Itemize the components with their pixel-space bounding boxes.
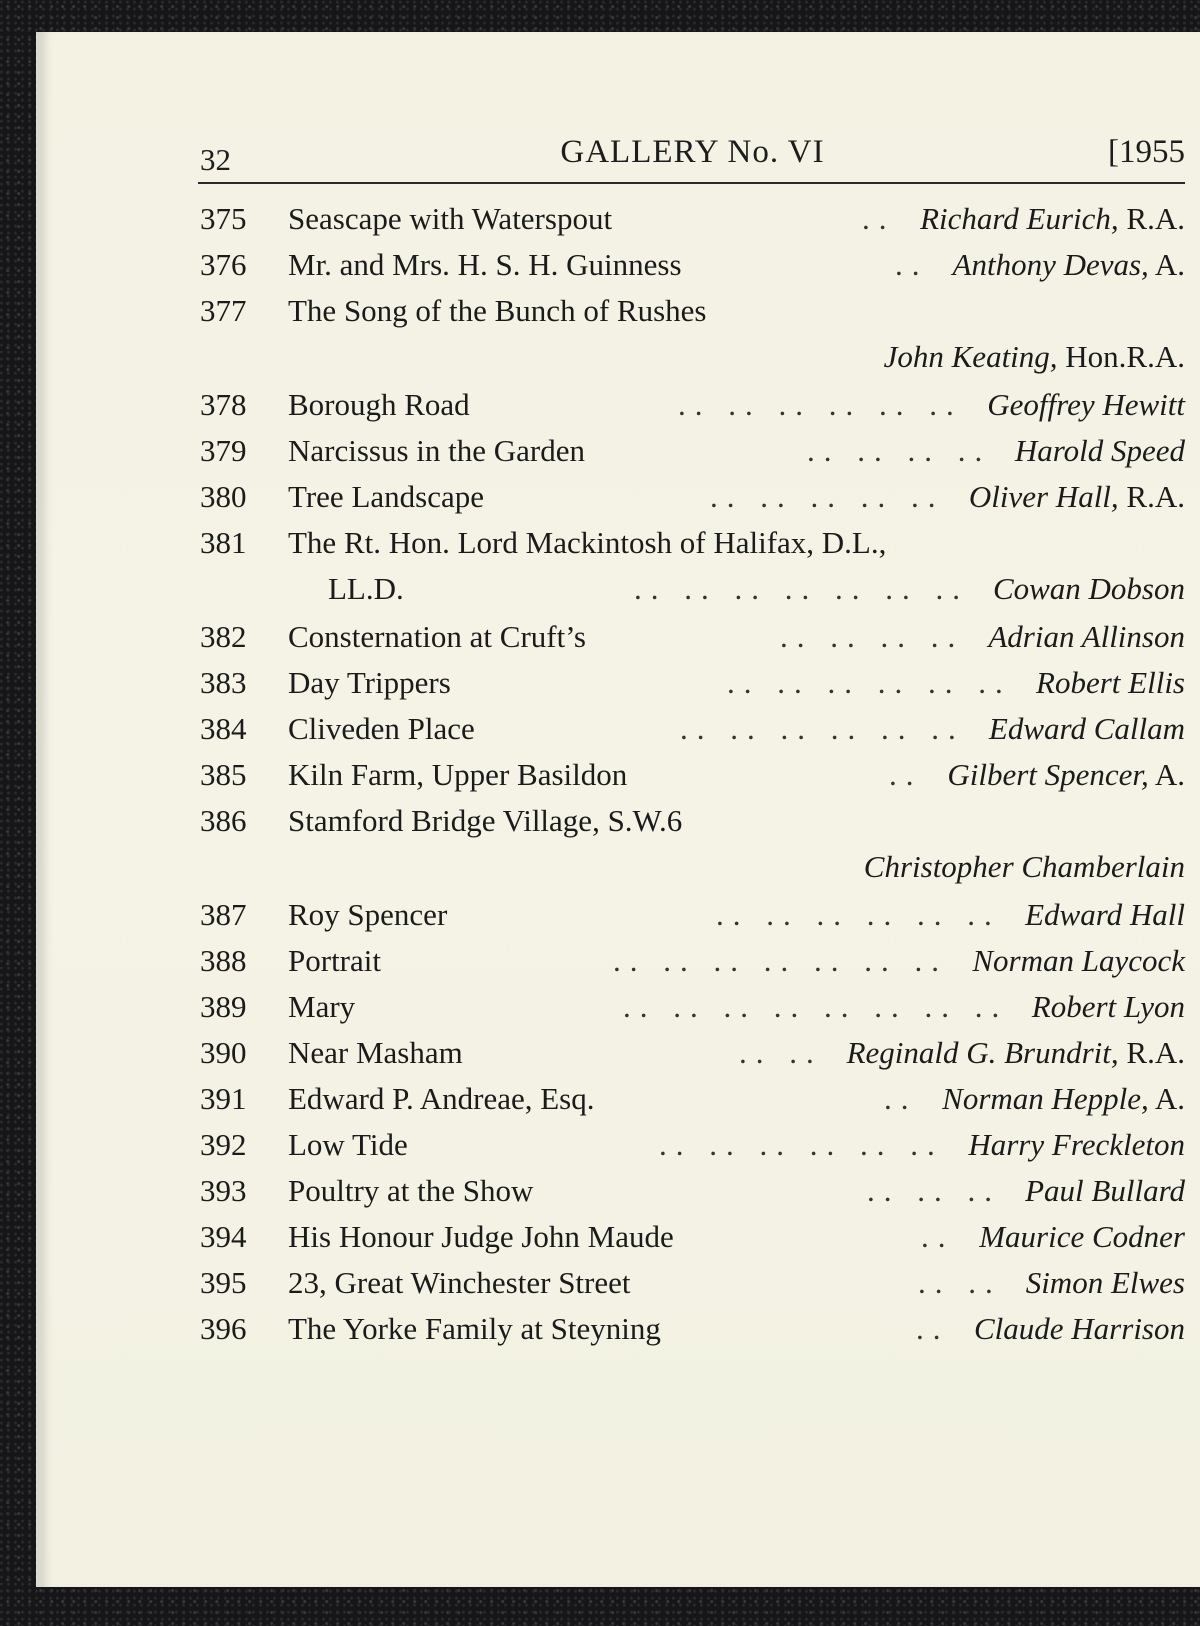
artist-name: Claude Harrison (974, 1311, 1185, 1346)
leader-dots: .. .. .. .. .. .. (678, 387, 963, 422)
entry-number: 393 (200, 1173, 247, 1208)
entry-title: Low Tide (288, 1127, 408, 1162)
leader-dots: .. .. .. .. .. .. (727, 665, 1012, 700)
entry-artist (942, 1076, 1185, 1122)
entry-number: 376 (200, 247, 247, 282)
leader-dots: .. .. .. .. (807, 433, 992, 468)
entry-row (200, 752, 1185, 798)
entry-row (200, 196, 1185, 242)
entry-artist (1025, 1168, 1185, 1214)
entry-artist (953, 242, 1185, 288)
entry-artist (1015, 428, 1185, 474)
entry-title: His Honour Judge John Maude (288, 1219, 674, 1254)
artist-name: Edward Callam (988, 711, 1185, 746)
entry-number: 385 (200, 757, 247, 792)
leader-dots: .. (889, 757, 923, 792)
artist-name: Oliver Hall, (968, 479, 1119, 514)
leader-dots: .. .. .. .. .. .. .. .. (623, 989, 1009, 1024)
entry-artist (969, 474, 1185, 520)
entry-number: 392 (200, 1127, 247, 1162)
entry-number: 383 (200, 665, 247, 700)
entry-row (200, 520, 1185, 614)
artist-distinction: A. (1148, 247, 1185, 282)
entry-number: 396 (200, 1311, 247, 1346)
entry-title: Kiln Farm, Upper Basildon (288, 757, 628, 792)
entry-number: 375 (200, 201, 247, 236)
entry-artist (968, 1122, 1185, 1168)
entry-number: 391 (200, 1081, 247, 1116)
entry-title: Near Masham (288, 1035, 463, 1070)
artist-name: Paul Bullard (1025, 1173, 1185, 1208)
entry-title: Consternation at Cruft’s (288, 619, 586, 654)
entry-number: 390 (200, 1035, 247, 1070)
entry-row (200, 382, 1185, 428)
entry-row (200, 474, 1185, 520)
entry-title: Edward P. Andreae, Esq. (288, 1081, 595, 1116)
entry-artist (979, 1214, 1185, 1260)
artist-name: Robert Ellis (1036, 665, 1185, 700)
entry-title: Borough Road (288, 387, 470, 422)
gallery-title: GALLERY No. VI (560, 134, 825, 170)
entry-row (200, 892, 1185, 938)
entry-number: 389 (200, 989, 247, 1024)
leader-dots: .. .. (918, 1265, 1002, 1300)
leader-dots: .. .. .. .. .. .. (659, 1127, 944, 1162)
artist-name: Robert Lyon (1031, 989, 1185, 1024)
entry-artist (1026, 1260, 1185, 1306)
entry-artist (920, 196, 1185, 242)
entry-title: Tree Landscape (288, 479, 484, 514)
leader-dots: .. (921, 1219, 955, 1254)
leader-dots: .. .. (739, 1035, 823, 1070)
artist-name: Norman Laycock (972, 943, 1185, 978)
artist-distinction: R.A. (1118, 201, 1185, 236)
leader-dots: .. .. .. .. .. .. .. (613, 943, 948, 978)
entry-row (200, 242, 1185, 288)
entry-row (200, 984, 1185, 1030)
header-rule (198, 182, 1185, 184)
entry-row (200, 1306, 1185, 1352)
entry-number: 384 (200, 711, 247, 746)
leader-dots: .. .. .. .. .. .. (716, 897, 1001, 932)
entry-row (200, 428, 1185, 474)
entry-number: 378 (200, 387, 247, 422)
entry-title: Stamford Bridge Village, S.W.6 (288, 803, 683, 838)
artist-name: Geoffrey Hewitt (987, 387, 1185, 422)
entry-list (200, 196, 1185, 1352)
artist-distinction: A. (1148, 1081, 1185, 1116)
entry-artist (972, 938, 1185, 984)
entry-row (200, 1122, 1185, 1168)
entry-row (200, 1260, 1185, 1306)
artist-distinction: R.A. (1118, 479, 1185, 514)
leader-dots: .. (895, 247, 929, 282)
artist-name: Maurice Codner (979, 1219, 1185, 1254)
artist-distinction: A. (1148, 757, 1185, 792)
entry-title: The Song of the Bunch of Rushes (288, 293, 707, 328)
entry-number: 379 (200, 433, 247, 468)
page-header (200, 128, 1185, 180)
entry-title: Cliveden Place (288, 711, 475, 746)
entry-number: 377 (200, 293, 247, 328)
entry-title: 23, Great Winchester Street (288, 1265, 631, 1300)
leader-dots: .. (862, 201, 896, 236)
artist-distinction: Hon.R.A. (1057, 339, 1185, 374)
entry-row (200, 614, 1185, 660)
entry-artist (884, 334, 1185, 380)
entry-title: Day Trippers (288, 665, 451, 700)
artist-name: Adrian Allinson (988, 619, 1185, 654)
artist-name: Gilbert Spencer, (947, 757, 1149, 792)
page-number: 32 (200, 142, 231, 177)
leader-dots: .. .. .. .. (780, 619, 965, 654)
entry-row (200, 938, 1185, 984)
artist-distinction: R.A. (1118, 1035, 1185, 1070)
entry-row (200, 1168, 1185, 1214)
artist-name: Cowan Dobson (992, 571, 1185, 606)
entry-title: Seascape with Waterspout (288, 201, 613, 236)
entry-title: Poultry at the Show (288, 1173, 534, 1208)
entry-title: Mr. and Mrs. H. S. H. Guinness (288, 247, 682, 282)
artist-name: Reginald G. Brundrit, (846, 1035, 1119, 1070)
artist-name: John Keating, (883, 339, 1058, 374)
entry-artist (988, 614, 1185, 660)
leader-dots: .. .. .. .. .. (710, 479, 945, 514)
leader-dots: .. (884, 1081, 918, 1116)
entry-row (200, 288, 1185, 382)
entry-artist (1036, 660, 1185, 706)
entry-number: 386 (200, 803, 247, 838)
leader-dots: .. .. .. .. .. .. (680, 711, 965, 746)
entry-row (200, 1214, 1185, 1260)
entry-artist (993, 566, 1185, 612)
entry-title: The Yorke Family at Steyning (288, 1311, 661, 1346)
entry-artist (847, 1030, 1185, 1076)
artist-name: Edward Hall (1025, 897, 1185, 932)
artist-name: Simon Elwes (1025, 1265, 1185, 1300)
entry-artist (947, 752, 1185, 798)
year-label: [1955 (1108, 134, 1185, 170)
entry-number: 394 (200, 1219, 247, 1254)
artist-name: Anthony Devas, (952, 247, 1149, 282)
entry-row (200, 798, 1185, 892)
leader-dots: .. .. .. .. .. .. .. (634, 571, 969, 606)
entry-title-continued: LL.D. (328, 571, 404, 606)
entry-artist (1025, 892, 1185, 938)
artist-name: Richard Eurich, (920, 201, 1119, 236)
entry-row (200, 706, 1185, 752)
entry-title: Mary (288, 989, 356, 1024)
entry-title: Roy Spencer (288, 897, 448, 932)
artist-name: Harold Speed (1014, 433, 1185, 468)
entry-row (200, 1076, 1185, 1122)
entry-title: The Rt. Hon. Lord Mackintosh of Halifax, D.L., (288, 525, 887, 560)
artist-name: Norman Hepple, (942, 1081, 1149, 1116)
entry-artist (1032, 984, 1185, 1030)
entry-row (200, 660, 1185, 706)
entry-number: 380 (200, 479, 247, 514)
entry-number: 387 (200, 897, 247, 932)
entry-artist (989, 706, 1185, 752)
entry-row (200, 1030, 1185, 1076)
leader-dots: .. .. .. (867, 1173, 1001, 1208)
artist-name: Christopher Chamberlain (863, 849, 1185, 884)
entry-number: 388 (200, 943, 247, 978)
entry-number: 381 (200, 525, 247, 560)
leader-dots: .. (916, 1311, 950, 1346)
entry-artist (987, 382, 1185, 428)
entry-title: Portrait (288, 943, 381, 978)
artist-name: Harry Freckleton (968, 1127, 1185, 1162)
entry-artist (974, 1306, 1185, 1352)
entry-artist (864, 844, 1185, 890)
entry-number: 382 (200, 619, 247, 654)
entry-title: Narcissus in the Garden (288, 433, 585, 468)
entry-number: 395 (200, 1265, 247, 1300)
